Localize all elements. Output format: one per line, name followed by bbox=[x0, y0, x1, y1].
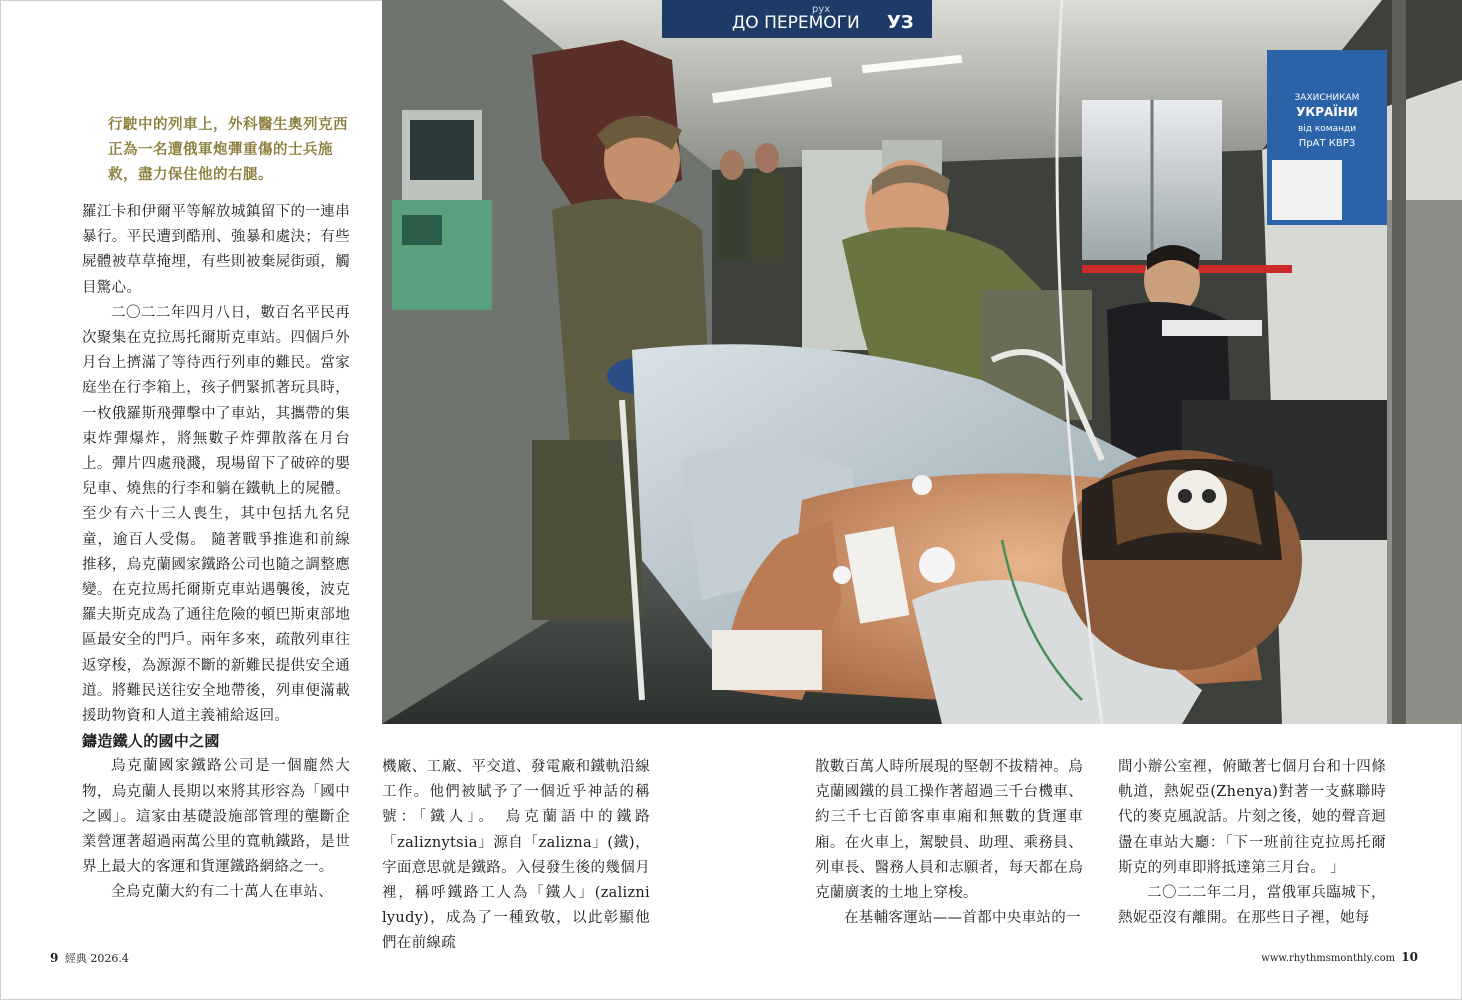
photo-illustration bbox=[382, 0, 1462, 724]
photo-train-surgery bbox=[382, 0, 1462, 724]
issue-date: 2026.4 bbox=[90, 952, 129, 965]
paragraph: 散數百萬人時所展現的堅韌不拔精神。烏克蘭國鐵的員工操作著超過三千台機車、約三千七百節客車車廂和無數的貨運車廂。在火車上，駕駛員、助理、乘務員、列車長、醫務人員和志願者，每天都在烏克蘭廣袤的土地上穿梭。 bbox=[815, 759, 1083, 902]
footer-left bbox=[50, 950, 129, 966]
paragraph: 二〇二二年四月八日，數百名平民再次聚集在克拉馬托爾斯克車站。四個戶外月台上擠滿了等待西行列車的難民。當家庭坐在行李箱上，孩子們緊抓著玩具時，一枚俄羅斯飛彈擊中了車站，其攜帶的集束炸彈爆炸，將無數子炸彈散落在月台上。彈片四處飛濺，現場留下了破碎的嬰兒車、燒焦的行李和躺在鐵軌上的屍體。至少有六十三人喪生，其中包括九名兒童，逾百人受傷。 隨著戰爭推進和前線推移，烏克蘭國家鐵路公司也隨之調整應變。在克拉馬托爾斯克車站遇襲後，波克羅夫斯克成為了通往危險的頓巴斯東部地區最安全的門戶。兩年多來，疏散列車往返穿梭，為源源不斷的新難民提供安全通道。將難民送往安全地帶後，列車便滿載援助物資和人道主義補給返回。 bbox=[82, 304, 350, 725]
poster-line: УКРАЇНИ bbox=[1296, 105, 1358, 119]
text-column-2 bbox=[382, 755, 650, 957]
website-url: www.rhythmsmonthly.com bbox=[1261, 953, 1396, 964]
paragraph: 全烏克蘭大約有二十萬人在車站、 bbox=[111, 884, 333, 901]
banner-logo: УЗ bbox=[887, 12, 914, 33]
footer-right bbox=[1261, 950, 1418, 964]
text-column-4 bbox=[1118, 755, 1386, 931]
magazine-name: 經典 bbox=[64, 952, 87, 965]
poster-line: ЗАХИСНИКАМ bbox=[1294, 93, 1360, 103]
text-column-1 bbox=[82, 200, 350, 906]
paragraph: 在基輔客運站——首都中央車站的一 bbox=[844, 910, 1081, 927]
text-column-3 bbox=[815, 755, 1083, 931]
paragraph: 機廠、工廠、平交道、發電廠和鐵軌沿線工作。他們被賦予了一個近乎神話的稱號：「鐵人」。 烏克蘭語中的鐵路「zaliznytsia」源自「zalizna」(鐵)，字面意思就是鐵路。入侵發生後的幾個月裡，稱呼鐵路工人為「鐵人」(zalizni lyudy)，成為了一種致敬，以此彰顯他們在前線疏 bbox=[382, 759, 650, 952]
banner-top-text: рух bbox=[812, 4, 831, 15]
section-heading: 鑄造鐵人的國中之國 bbox=[82, 732, 220, 751]
photo-caption: 行駛中的列車上，外科醫生奧列克西正為一名遭俄軍炮彈重傷的士兵施救，盡力保住他的右腿。 bbox=[108, 116, 348, 183]
page-number-right: 10 bbox=[1401, 950, 1418, 964]
paragraph: 烏克蘭國家鐵路公司是一個龐然大物，烏克蘭人長期以來將其形容為「國中之國」。這家由基礎設施部管理的壟斷企業營運著超過兩萬公里的寬軌鐵路，是世界上最大的客運和貨運鐵路網絡之一。 bbox=[82, 758, 350, 876]
paragraph: 間小辦公室裡，俯瞰著七個月台和十四條軌道，熱妮亞(Zhenya)對著一支蘇聯時代的麥克風說話。片刻之後，她的聲音迴盪在車站大廳：「下一班前往克拉馬托爾斯克的列車即將抵達第三月台。 」 bbox=[1118, 759, 1386, 876]
paragraph: 羅江卡和伊爾平等解放城鎮留下的一連串暴行。平民遭到酷刑、強暴和處決；有些屍體被草草掩埋，有些則被棄屍街頭，觸目驚心。 bbox=[82, 204, 350, 296]
poster-line: від команди bbox=[1297, 124, 1357, 134]
paragraph: 二〇二二年二月，當俄軍兵臨城下，熱妮亞沒有離開。在那些日子裡，她每 bbox=[1118, 885, 1386, 927]
banner-text: ДО ПЕРЕМОГИ bbox=[732, 13, 860, 33]
page-number-left: 9 bbox=[50, 951, 59, 965]
poster-line: ПрАТ КВРЗ bbox=[1298, 138, 1356, 149]
